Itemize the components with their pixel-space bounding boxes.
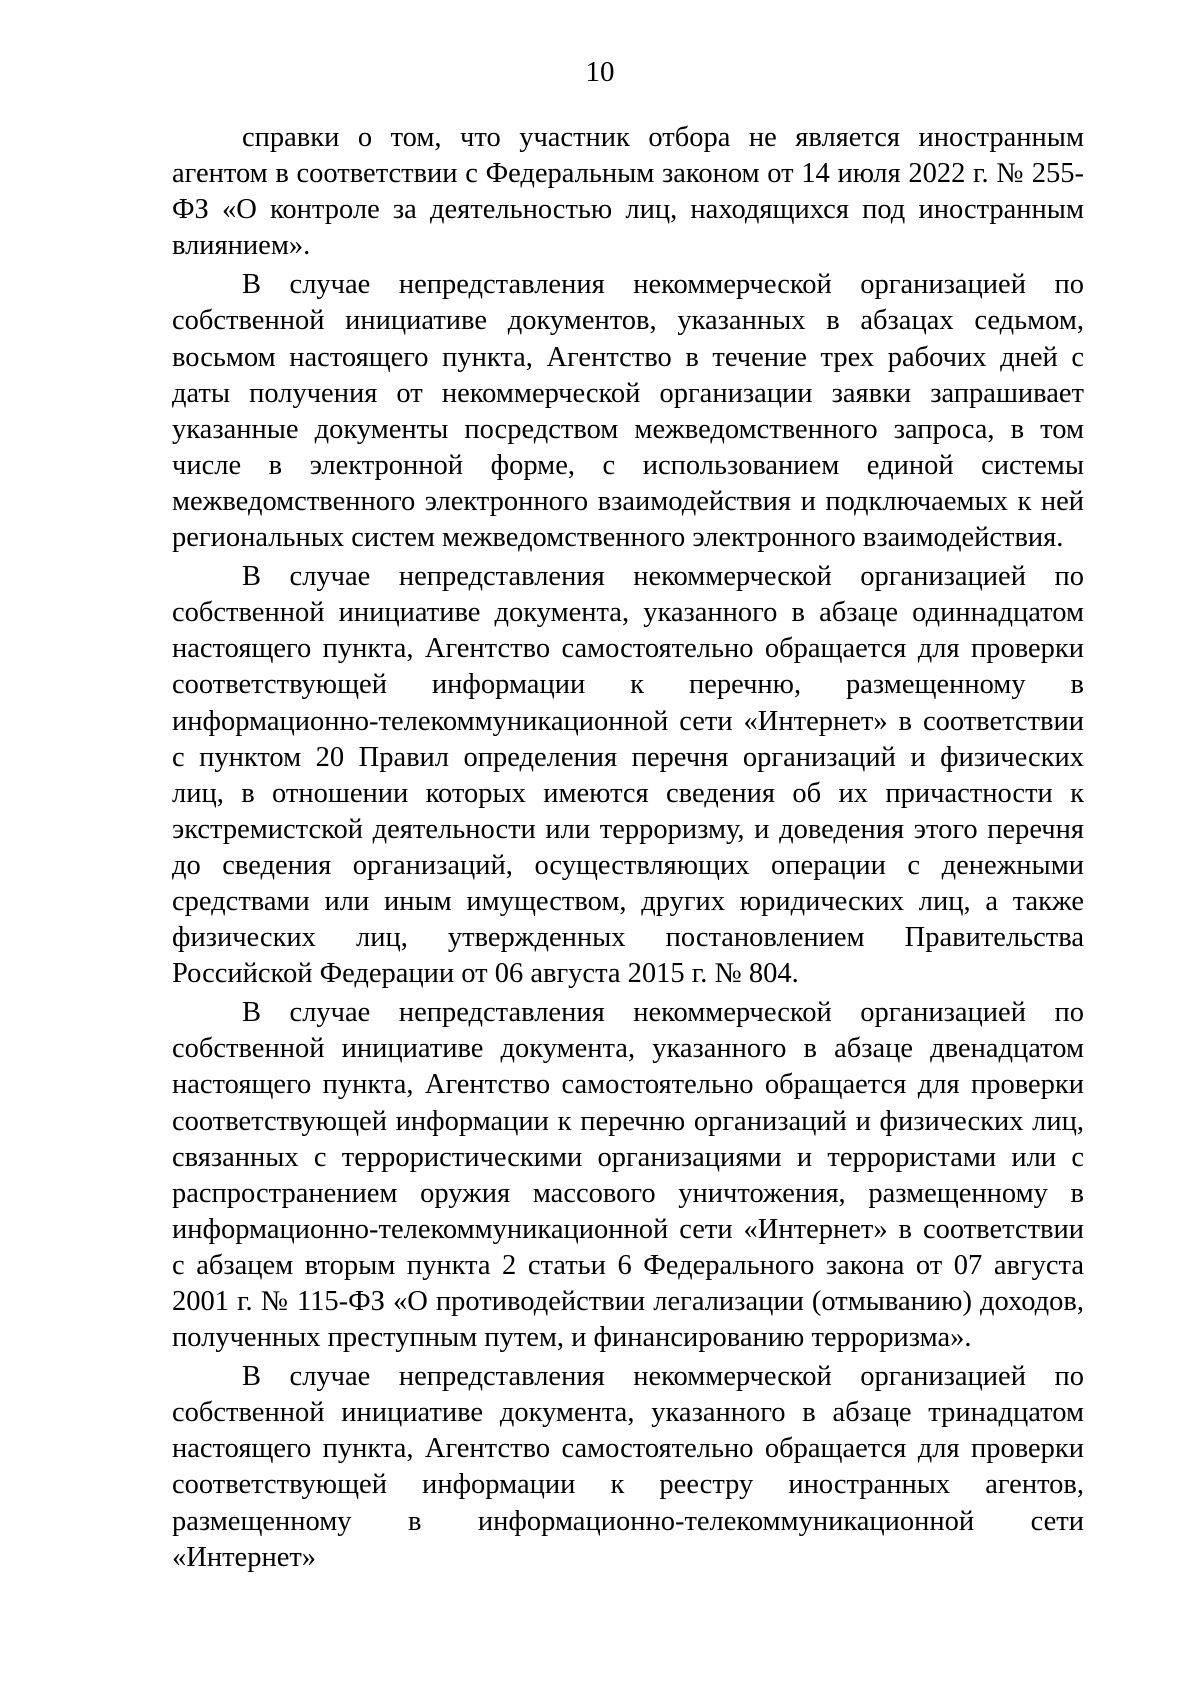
- paragraph-foreign-agents-registry: В случае непредставления некоммерческой организацией по собственной инициативе документа, указанного в абзаце тринадцатом настоящего пункта, Агентство самостоятельно обращается для проверки соответствующей информации к реестру иностранных агентов, размещенному в информационно-телекоммуникационной сети «Интернет»: [172, 1361, 1084, 1573]
- page-number: 10: [585, 56, 615, 88]
- document-body: [172, 120, 1084, 1579]
- paragraph-continuation: справки о том, что участник отбора не является иностранным агентом в соответствии с Федеральным законом от 14 июля 2022 г. № 255-ФЗ «О контроле за деятельностью лиц, находящихся под иностранным влиянием».: [172, 122, 1084, 262]
- paragraph-interagency-request: В случае непредставления некоммерческой организацией по собственной инициативе документов, указанных в абзацах седьмом, восьмом настоящего пункта, Агентство в течение трех рабочих дней с даты получения от некоммерческой организации заявки запрашивает указанные документы посредством межведомственного запроса, в том числе в электронной форме, с использованием единой системы межведомственного электронного взаимодействия и подключаемых к ней региональных систем межведомственного электронного взаимодействия.: [172, 269, 1084, 554]
- paragraph-terrorism-list: В случае непредставления некоммерческой организацией по собственной инициативе документа, указанного в абзаце двенадцатом настоящего пункта, Агентство самостоятельно обращается для проверки соответствующей информации к перечню организаций и физических лиц, связанных с террористическими организациями и террористами или с распространением оружия массового уничтожения, размещенному в информационно-телекоммуникационной сети «Интернет» в соответствии с абзацем вторым пункта 2 статьи 6 Федерального закона от 07 августа 2001 г. № 115-ФЗ «О противодействии легализации (отмыванию) доходов, полученных преступным путем, и финансированию терроризма».: [172, 997, 1084, 1354]
- paragraph-extremism-list: В случае непредставления некоммерческой организацией по собственной инициативе документа, указанного в абзаце одиннадцатом настоящего пункта, Агентство самостоятельно обращается для проверки соответствующей информации к перечню, размещенному в информационно-телекоммуникационной сети «Интернет» в соответствии с пунктом 20 Правил определения перечня организаций и физических лиц, в отношении которых имеются сведения об их причастности к экстремистской деятельности или терроризму, и доведения этого перечня до сведения организаций, осуществляющих операции с денежными средствами или иным имуществом, других юридических лиц, а также физических лиц, утвержденных постановлением Правительства Российской Федерации от 06 августа 2015 г. № 804.: [172, 561, 1084, 990]
